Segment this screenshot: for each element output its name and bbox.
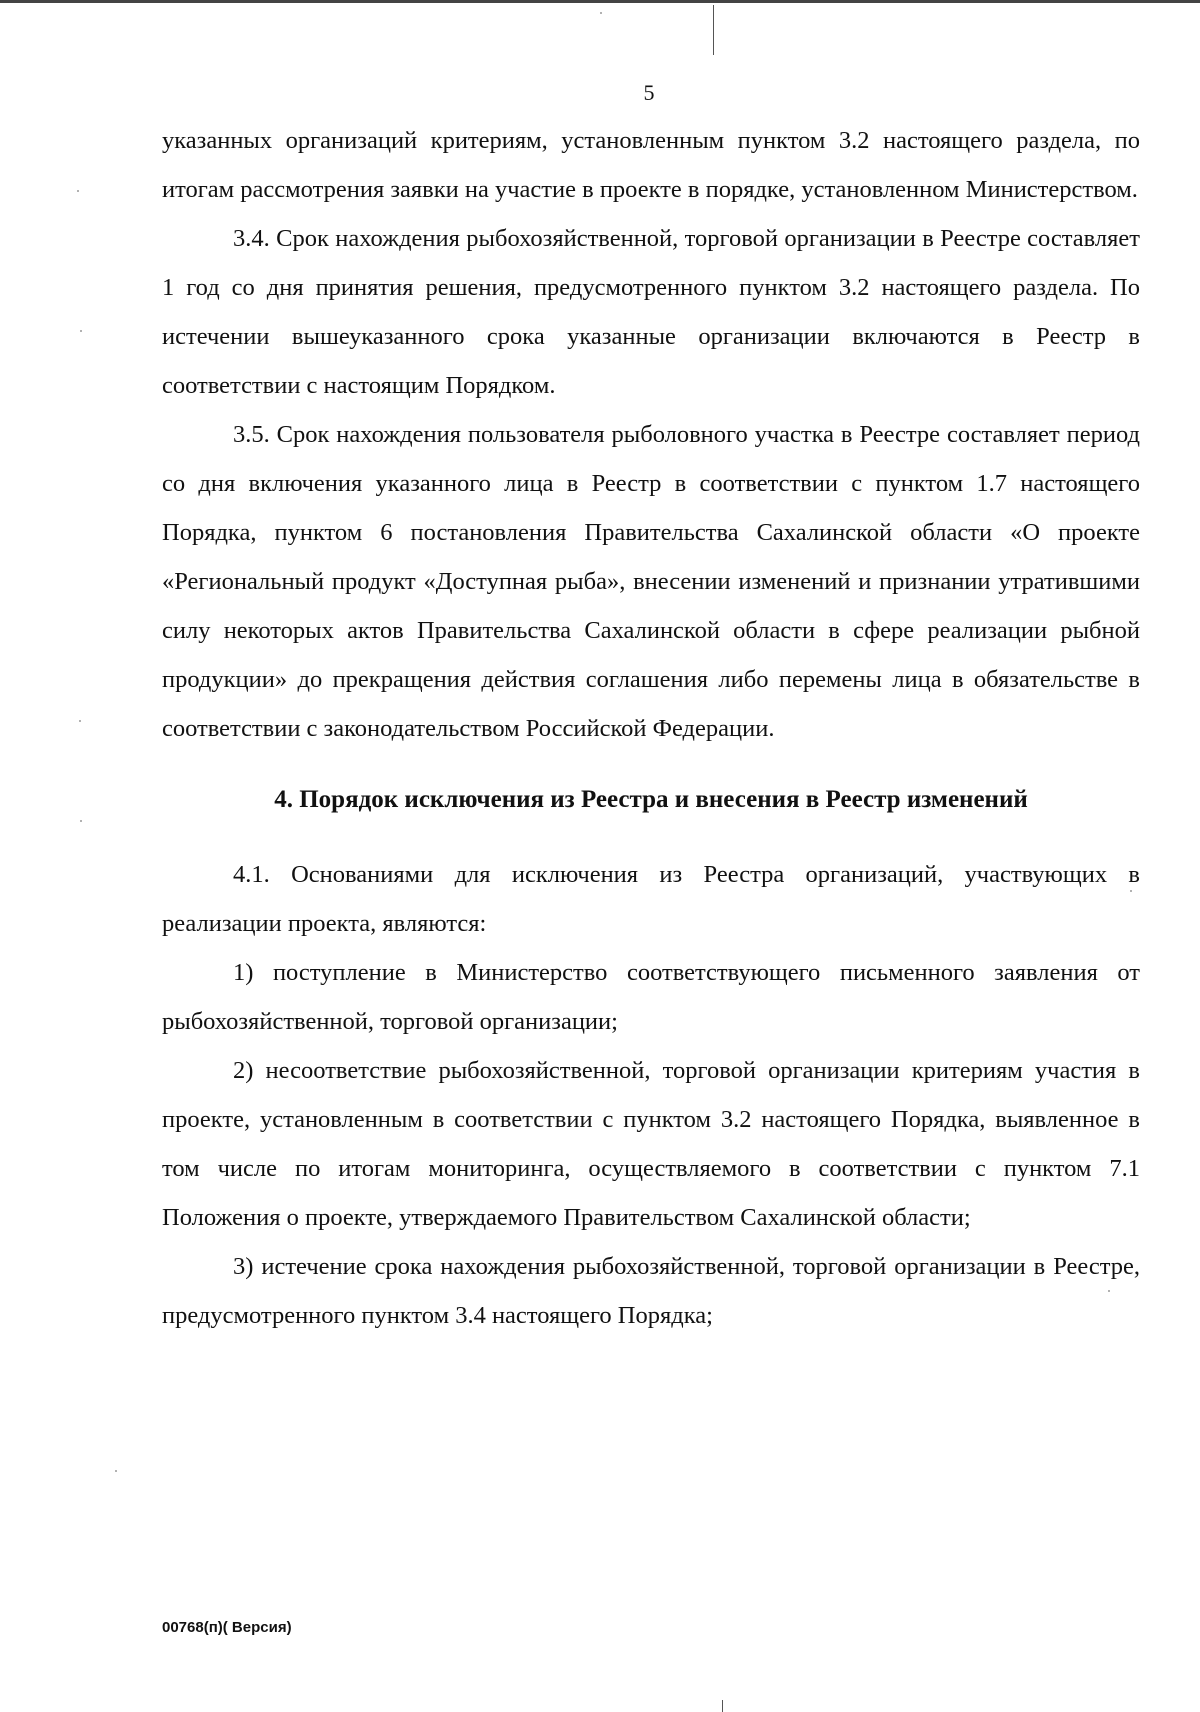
paragraph-3-4: 3.4. Срок нахождения рыбохозяйственной, торговой организации в Реестре составляет 1 год со дня принятия решения, предусмотренного пунктом 3.2 настоящего раздела. По истечении вышеуказанного срока указанные организации включаются в Реестр в соответствии с настоящим Порядком. [162, 225, 1140, 399]
scan-speck [79, 720, 81, 722]
scan-speck [1130, 890, 1132, 892]
paragraph-continuation: указанных организаций критериям, установленным пунктом 3.2 настоящего раздела, по итогам рассмотрения заявки на участие в проекте в порядке, установленном Министерством. [162, 127, 1140, 203]
list-item-4-1-1: 1) поступление в Министерство соответствующего письменного заявления от рыбохозяйственной, торговой организации; [162, 959, 1140, 1035]
scan-mark-top [713, 5, 714, 55]
footer-document-code: 00768(п)( Версия) [162, 1619, 292, 1636]
list-item-4-1-2: 2) несоответствие рыбохозяйственной, торговой организации критериям участия в проекте, установленным в соответствии с пунктом 3.2 настоящего Порядка, выявленное в том числе по итогам мониторинга, осуществляемого в соответствии с пунктом 7.1 Положения о проекте, утверждаемого Правительством Сахалинской области; [162, 1057, 1140, 1231]
scan-speck [600, 12, 602, 14]
paragraph-4-1: 4.1. Основаниями для исключения из Реестра организаций, участвующих в реализации проекта, являются: [162, 861, 1140, 937]
paragraph-3-5: 3.5. Срок нахождения пользователя рыболовного участка в Реестре составляет период со дня включения указанного лица в Реестр в соответствии с пунктом 1.7 настоящего Порядка, пунктом 6 постановления Правительства Сахалинской области «О проекте «Региональный продукт «Доступная рыба», внесении изменений и признании утратившими силу некоторых актов Правительства Сахалинской области в сфере реализации рыбной продукции» до прекращения действия соглашения либо перемены лица в обязательстве в соответствии с законодательством Российской Федерации. [162, 421, 1140, 742]
page-number: 5 [643, 80, 655, 105]
scan-speck [80, 820, 82, 822]
scan-speck [80, 330, 82, 332]
scan-speck [115, 1470, 117, 1472]
scan-speck [77, 190, 79, 192]
list-item-4-1-3: 3) истечение срока нахождения рыбохозяйственной, торговой организации в Реестре, предусмотренного пунктом 3.4 настоящего Порядка; [162, 1253, 1140, 1329]
body-text [162, 116, 1140, 1340]
scan-speck [1108, 1290, 1110, 1292]
scan-edge-top [0, 0, 1200, 3]
scan-mark-bottom [722, 1700, 723, 1712]
section-heading: 4. Порядок исключения из Реестра и внесения в Реестр изменений [274, 786, 1028, 813]
